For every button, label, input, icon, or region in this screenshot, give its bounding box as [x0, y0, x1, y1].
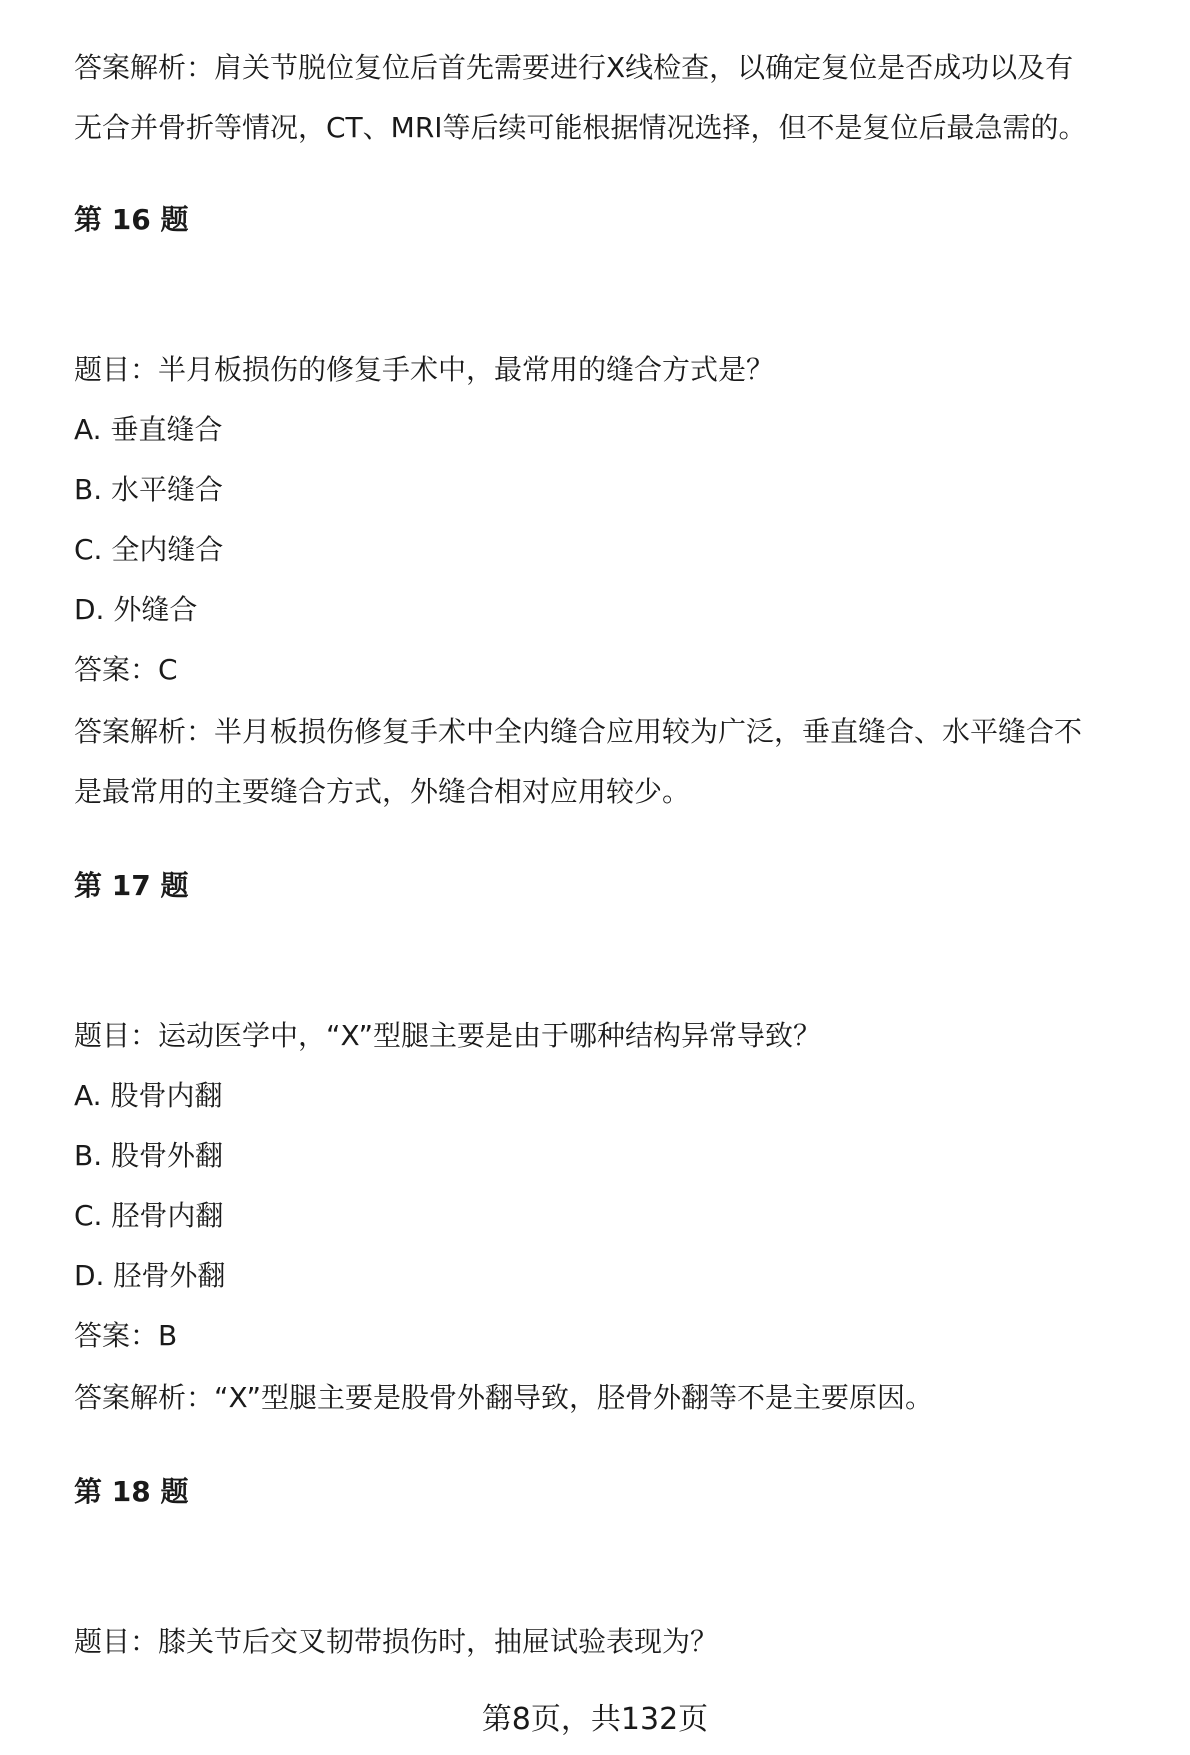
- option-c: C. 全内缝合: [74, 533, 224, 566]
- option-d: D. 外缝合: [74, 593, 198, 626]
- answer: 答案：C: [74, 653, 178, 686]
- option-d: D. 胫骨外翻: [74, 1259, 226, 1292]
- explanation-line: 答案解析：半月板损伤修复手术中全内缝合应用较为广泛，垂直缝合、水平缝合不: [74, 715, 1083, 748]
- explanation-line: 是最常用的主要缝合方式，外缝合相对应用较少。: [74, 775, 691, 808]
- question-stem: 题目：半月板损伤的修复手术中，最常用的缝合方式是？: [74, 353, 775, 386]
- explanation-line: 答案解析：“X”型腿主要是股骨外翻导致，胫骨外翻等不是主要原因。: [74, 1381, 934, 1414]
- option-c: C. 胫骨内翻: [74, 1199, 224, 1232]
- question-heading: 第 17 题: [74, 869, 189, 902]
- question-stem: 题目：膝关节后交叉韧带损伤时，抽屉试验表现为？: [74, 1625, 719, 1658]
- option-a: A. 垂直缝合: [74, 413, 223, 446]
- answer: 答案：B: [74, 1319, 178, 1352]
- option-a: A. 股骨内翻: [74, 1079, 223, 1112]
- option-b: B. 股骨外翻: [74, 1139, 224, 1172]
- question-stem: 题目：运动医学中，“X”型腿主要是由于哪种结构异常导致？: [74, 1019, 822, 1052]
- option-b: B. 水平缝合: [74, 473, 224, 506]
- page-number: 第8页，共132页: [481, 1702, 709, 1737]
- question-heading: 第 16 题: [74, 203, 189, 236]
- question-heading: 第 18 题: [74, 1475, 189, 1508]
- explanation-line: 答案解析：肩关节脱位复位后首先需要进行X线检查，以确定复位是否成功以及有: [74, 51, 1074, 84]
- explanation-line: 无合并骨折等情况，CT、MRI等后续可能根据情况选择，但不是复位后最急需的。: [74, 111, 1087, 144]
